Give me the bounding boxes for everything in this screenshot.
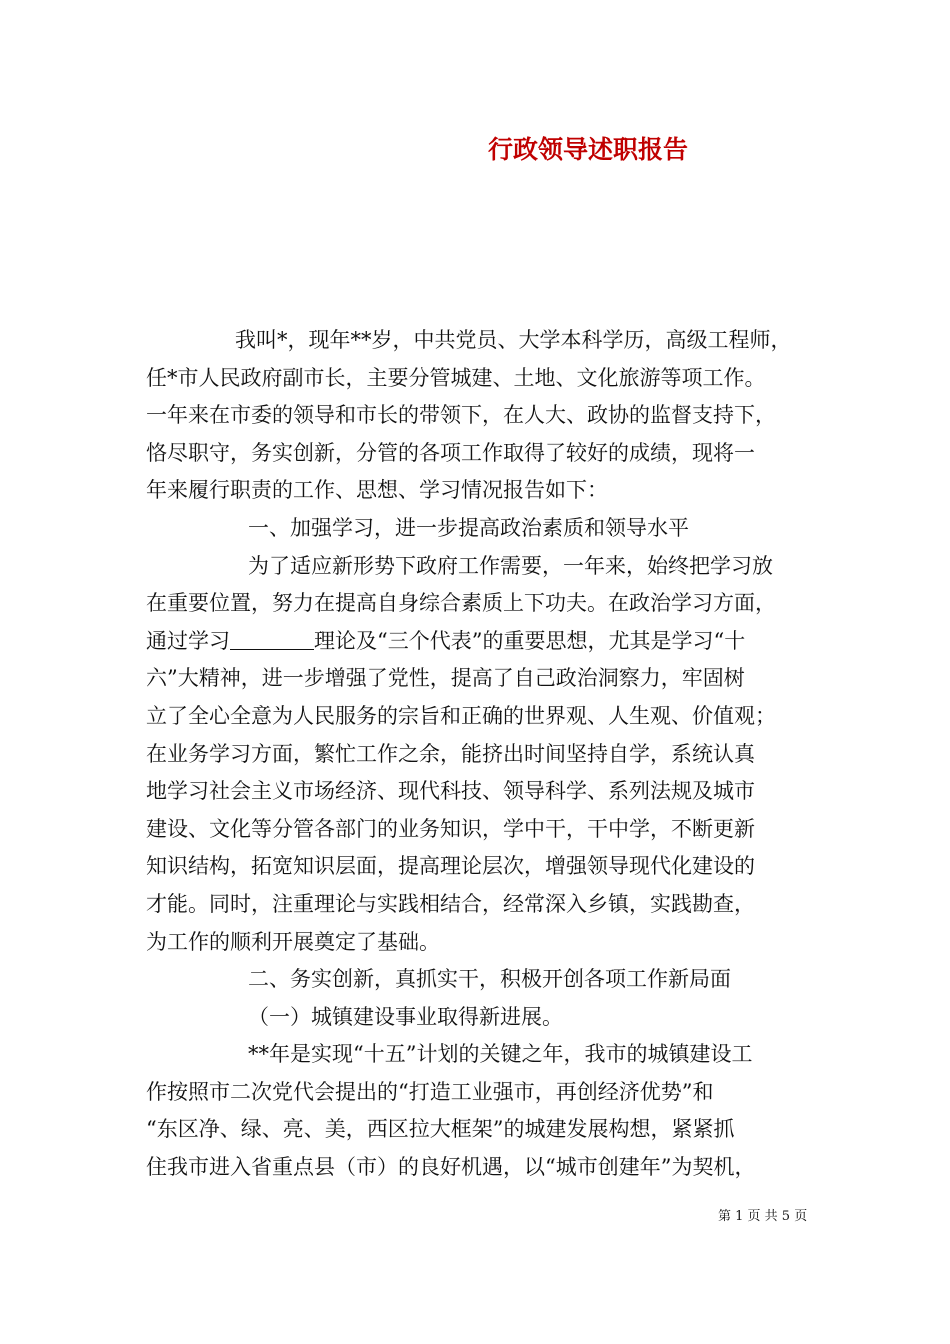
section-heading: 二、务实创新，真抓实干，积极开创各项工作新局面 — [248, 967, 731, 992]
paragraph-line: 为工作的顺利开展奠定了基础。 — [146, 929, 440, 954]
paragraph-line: **年是实现“十五”计划的关键之年，我市的城镇建设工 — [248, 1042, 753, 1067]
paragraph-line: 才能。同时，注重理论与实践相结合，经常深入乡镇，实践勘查， — [146, 891, 755, 916]
paragraph-line: 立了全心全意为人民服务的宗旨和正确的世界观、人生观、价值观； — [146, 703, 776, 728]
section-heading: 一、加强学习，进一步提高政治素质和领导水平 — [248, 515, 689, 540]
paragraph-line: 一年来在市委的领导和市长的带领下，在人大、政协的监督支持下， — [146, 403, 776, 428]
paragraph-line: 在业务学习方面，繁忙工作之余，能挤出时间坚持自学，系统认真 — [146, 741, 755, 766]
paragraph-line: 任*市人民政府副市长，主要分管城建、土地、文化旅游等项工作。 — [146, 365, 766, 390]
paragraph-line: 恪尽职守，务实创新，分管的各项工作取得了较好的成绩，现将一 — [146, 440, 755, 465]
paragraph-line: 为了适应新形势下政府工作需要，一年来，始终把学习放 — [248, 553, 773, 578]
paragraph-line: 我叫*，现年**岁，中共党员、大学本科学历，高级工程师， — [235, 328, 792, 352]
paragraph-line: 作按照市二次党代会提出的“打造工业强市，再创经济优势”和 — [146, 1079, 714, 1104]
paragraph-line: 在重要位置，努力在提高自身综合素质上下功夫。在政治学习方面， — [146, 591, 776, 616]
document-title: 行政领导述职报告 — [488, 135, 689, 164]
paragraph-line: 年来履行职责的工作、思想、学习情况报告如下： — [146, 478, 608, 503]
blank-line-before: 通过学习 — [146, 628, 230, 653]
document-body — [146, 322, 826, 1187]
paragraph-line: 六”大精神，进一步增强了党性，提高了自己政治洞察力，牢固树 — [146, 666, 745, 691]
paragraph-line: 住我市进入省重点县（市）的良好机遇，以“城市创建年”为契机， — [146, 1155, 756, 1180]
paragraph-line: 建设、文化等分管各部门的业务知识，学中干，干中学，不断更新 — [146, 816, 755, 841]
paragraph-line: “东区净、绿、亮、美，西区拉大框架”的城建发展构想，紧紧抓 — [146, 1117, 735, 1142]
paragraph-line: 地学习社会主义市场经济、现代科技、领导科学、系列法规及城市 — [146, 779, 755, 804]
paragraph-line: 知识结构，拓宽知识层面，提高理论层次，增强领导现代化建设的 — [146, 854, 755, 879]
page-footer: 第 1 页 共 5 页 — [718, 1209, 808, 1224]
blank-line-after: 理论及“三个代表”的重要思想，尤其是学习“十 — [314, 628, 746, 653]
fill-in-blank — [230, 629, 314, 650]
subsection-heading: （一）城镇建设事业取得新进展。 — [248, 1004, 563, 1029]
paragraph-line-with-blank — [146, 623, 826, 661]
